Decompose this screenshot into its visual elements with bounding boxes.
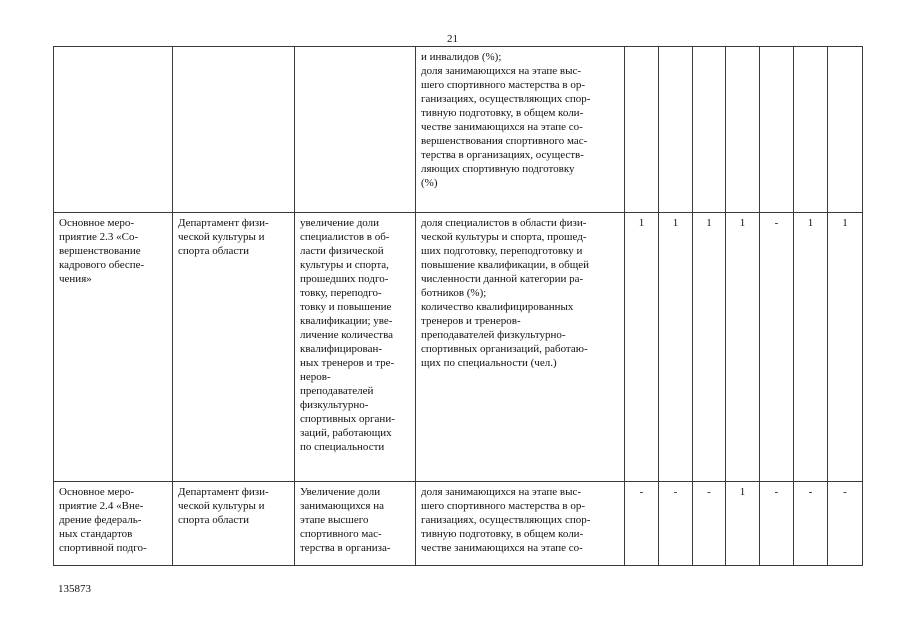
executor-cell <box>173 47 295 213</box>
event-cell <box>54 47 173 213</box>
indicator-cell <box>416 482 625 566</box>
value-cell: 1 <box>794 213 828 482</box>
value-cell: 1 <box>625 213 659 482</box>
value-cell: - <box>760 213 794 482</box>
value-cell: - <box>828 482 863 566</box>
value-cell: 1 <box>693 213 726 482</box>
value-cell: - <box>625 482 659 566</box>
value-cell: 1 <box>659 213 693 482</box>
table-row <box>54 482 863 566</box>
result-cell <box>295 213 416 482</box>
event-text: Основное меро- приятие 2.4 «Вне- дрение федераль- ных стандартов спортивной подго- <box>59 486 147 554</box>
result-cell <box>295 482 416 566</box>
value-cell <box>693 47 726 213</box>
event-cell <box>54 213 173 482</box>
page-number: 21 <box>447 33 458 45</box>
indicator-cell <box>416 213 625 482</box>
indicator-text: и инвалидов (%); доля занимающихся на этапе выс- шего спортивного мастерства в ор- ганизациях, осуществляющих спор- тивную подготовку, в общем коли- честве занимающихся на этапе со- вершенствования спортивного мас- терства в организациях, осуществ- ляющих спортивную подготовку (%) <box>421 51 591 189</box>
result-text: Увеличение доли занимающихся на этапе высшего спортивного мас- терства в организа- <box>300 486 391 554</box>
program-events-table <box>53 46 863 566</box>
executor-text: Департамент физи- ческой культуры и спорта области <box>178 486 269 526</box>
value-cell <box>726 47 760 213</box>
value-cell: - <box>760 482 794 566</box>
value-cell <box>659 47 693 213</box>
indicator-cell <box>416 47 625 213</box>
value-cell <box>794 47 828 213</box>
executor-cell <box>173 213 295 482</box>
value-cell: 1 <box>828 213 863 482</box>
value-cell: - <box>693 482 726 566</box>
indicator-text: доля специалистов в области физи- ческой культуры и спорта, прошед- ших подготовку, переподготовку и повышение квалификации, в общей численности данной категории ра- ботников (%); количество квалифицированных тренеров и тренеров- преподавателей физкультурно- спортивных организаций, работаю- щих по специальности (чел.) <box>421 217 589 369</box>
result-text: увеличение доли специалистов в об- ласти физической культуры и спорта, прошедших подго- товку, переподго- товку и повышение квалификации; уве- личение количества квалифицирован- ных тренеров и тре- неров- преподавателей физкультурно- спортивных органи- заций, работающих по специальности <box>300 217 395 453</box>
table-row <box>54 47 863 213</box>
value-cell <box>828 47 863 213</box>
event-text: Основное меро- приятие 2.3 «Со- вершенствование кадрового обеспе- чения» <box>59 217 145 285</box>
executor-text: Департамент физи- ческой культуры и спорта области <box>178 217 269 257</box>
value-cell: 1 <box>726 213 760 482</box>
event-cell <box>54 482 173 566</box>
executor-cell <box>173 482 295 566</box>
table-row <box>54 213 863 482</box>
document-code: 135873 <box>58 583 91 595</box>
value-cell <box>625 47 659 213</box>
value-cell: - <box>794 482 828 566</box>
result-cell <box>295 47 416 213</box>
indicator-text: доля занимающихся на этапе выс- шего спортивного мастерства в ор- ганизациях, осуществляющих спор- тивную подготовку, в общем коли- честве занимающихся на этапе со- <box>421 486 591 554</box>
value-cell: 1 <box>726 482 760 566</box>
value-cell <box>760 47 794 213</box>
value-cell: - <box>659 482 693 566</box>
